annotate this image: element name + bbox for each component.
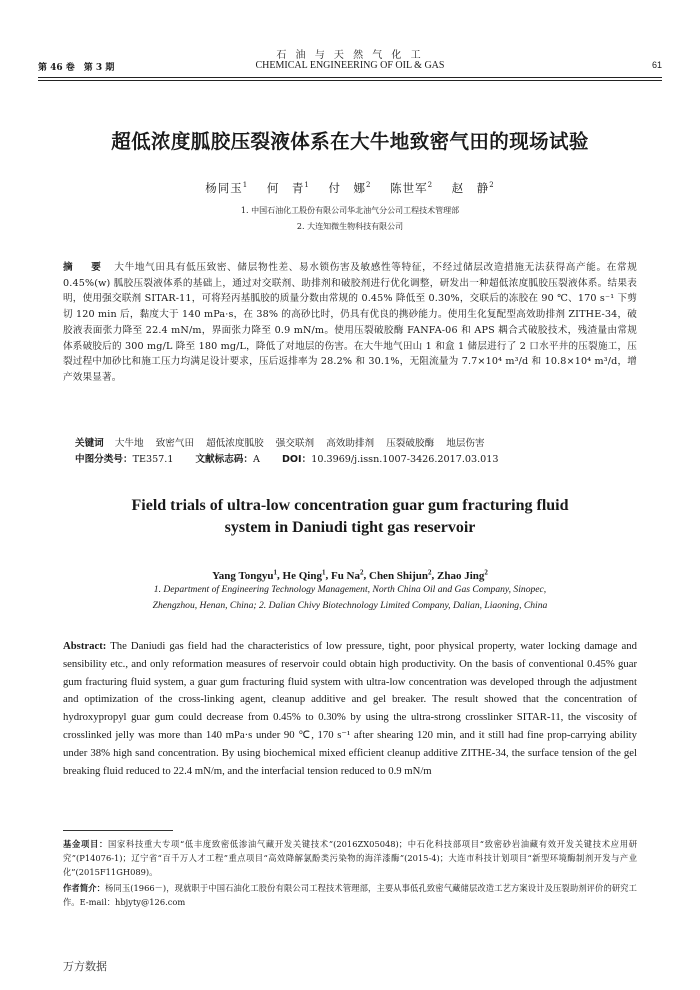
journal-title-cn: 石 油 与 天 然 气 化 工 <box>276 50 424 61</box>
funding-text: 国家科技重大专项“低丰度致密低渗油气藏开发关键技术”(2016ZX05048)；中石化科技部项目“致密砂岩油藏有效开发关键技术应用研究”(P14076-1)；辽宁省“百千万人才工程”重点项目“高效降解氯酚类污染物的海洋漆酶”(2015-4)；大连市科技计划项目“新型环境酶制剂开发与产业化”(2015F11GH089)。 <box>63 839 637 877</box>
author-en: Chen Shijun$^2$ <box>369 568 432 582</box>
doi-label: DOI： <box>281 454 312 465</box>
keyword: 超低浓度胍胶 <box>206 438 264 449</box>
keyword: 压裂破胶酶 <box>386 438 435 449</box>
funding-footnote <box>63 837 637 879</box>
author-cn: 何 青$^1$ <box>266 181 310 195</box>
author-cn: 陈世军$^2$ <box>390 181 434 195</box>
clc-code: TE357.1 <box>132 454 174 465</box>
keywords-cn <box>75 435 637 449</box>
author-en: Zhao Jing$^2$ <box>437 568 488 582</box>
author-bio-text: 杨同玉(1966－)，现就职于中国石油化工股份有限公司工程技术管理部，主要从事低孔致密气藏储层改造工艺方案设计及压裂助剂评价的研究工作。E-mail：hbjyty@126.com <box>63 883 637 907</box>
running-header <box>38 60 662 76</box>
page-number: 61 <box>651 60 662 70</box>
author-cn: 杨同玉$^1$ <box>205 181 249 195</box>
volume-issue: 第 46 卷 第 3 期 <box>38 63 115 73</box>
keyword: 大牛地 <box>114 438 144 449</box>
keyword: 高效助排剂 <box>326 438 375 449</box>
keyword: 地层伤害 <box>446 438 485 449</box>
keyword: 强交联剂 <box>275 438 315 449</box>
author-en: Fu Na$^2$ <box>330 568 364 582</box>
article-title-cn: 超低浓度胍胶压裂液体系在大牛地致密气田的现场试验 <box>111 130 589 153</box>
author-en: Yang Tongyu$^1$ <box>212 568 278 582</box>
abstract-cn-text: 大牛地气田具有低压致密、储层物性差、易水锁伤害及敏感性等特征，不经过储层改造措施无法获得高产能。在常规 0.45%(w) 胍胶压裂液体系的基础上，通过对交联剂、助排剂和破胶剂进行优化调整，研发出一种超低浓度胍胶压裂液体系。结果表明，使用强交联剂 SITAR-11，可将羟丙基胍胶的质量分数由常规的 0.45% 降低至 0.30%，交联后的冻胶在 90 ℃、170 s⁻¹ 下剪切 120 min 后，黏度大于 140 mPa·s，在 38% 的高砂比时，仍具有优良的携砂能力。使用生化复配型高效助排剂 ZITHE-34，破胶液表面张力降至 22.4 mN/m，界面张力降至 0.9 mN/m。使用压裂破胶酶 FANFA-06 和 APS 耦合式破胶技术，残渣量由常规体系破胶后的 300 mg/L 降至 180 mg/L，降低了对地层的伤害。在大牛地气田山 1 和盒 1 储层进行了 2 口水平井的压裂施工，压裂过程中加砂比和施工压力均满足设计要求，压后返排率为 28.2% 和 30.1%，无阻流量为 7.7×10⁴ m³/d 和 10.8×10⁴ m³/d，增产效果显著。 <box>63 262 637 383</box>
affiliation-cn-2: 2. 大连知微生物科技有限公司 <box>296 222 404 231</box>
author-cn: 付 娜$^2$ <box>328 181 372 195</box>
author-list-en: Yang Tongyu$^1$, He Qing$^1$, Fu Na$^2$, Chen Shijun$^2$, Zhao Jing$^2$ <box>212 568 488 582</box>
author-en: He Qing$^1$ <box>282 568 326 582</box>
article-title-en-line1: Field trials of ultra-low concentration guar gum fracturing fluid <box>131 497 569 514</box>
clc-label: 中图分类号： <box>75 454 133 465</box>
affiliation-en-1: 1. Department of Engineering Technology Management, North China Oil and Gas Company, Sinopec, <box>153 584 547 595</box>
affiliation-cn-1: 1. 中国石油化工股份有限公司华北油气分公司工程技术管理部 <box>240 206 460 215</box>
author-bio-label: 作者简介： <box>63 883 106 893</box>
footnote-rule <box>63 830 173 831</box>
abstract-en-text: The Daniudi gas field had the characteristics of low pressure, tight, poor physical property, water locking damage and sensibility etc., and only reformation measures of reservoir could obtain high productivity. On the basis of conventional 0.45% guar gum fracturing fluid system, a guar gum fracturing fluid system with ultra-low concentration was developed through the adjustment and optimization of the cross-linking agent, cleanup additive and gel breaker. The result showed that the concentration of hydroxypropyl guar gum could decrease from 0.45% to 0.30% by using the ultra-strong crosslinker SITAR-11, the viscosity of crosslinked jelly was more than 140 mPa·s under 90 ℃, 170 s⁻¹ after shearing 120 min, and it still had fine prop-carrying ability under 38% high sand concentration. By using biochemical mixed efficient cleanup additive ZITHE-34, the surface tension of the gel breaking fluid reduced to 22.4 mN/m, and the interfacial tension reduced to 0.9 mN/m <box>63 640 637 777</box>
author-list-cn <box>0 180 700 196</box>
header-rule-thick <box>38 77 662 78</box>
funding-label: 基金项目： <box>63 839 108 849</box>
doc-code-label: 文献标志码： <box>195 454 253 465</box>
abstract-en <box>63 638 637 780</box>
doc-code: A <box>253 454 260 465</box>
classification-line <box>75 451 637 465</box>
affiliation-en-2: Zhengzhou, Henan, China; 2. Dalian Chivy Biotechnology Limited Company, Dalian, Liaoning, China <box>152 600 548 611</box>
article-title-en-line2: system in Daniudi tight gas reservoir <box>224 519 476 536</box>
keyword: 致密气田 <box>155 438 195 449</box>
journal-title-en: CHEMICAL ENGINEERING OF OIL & GAS <box>255 60 445 71</box>
author-cn: 赵 静$^2$ <box>451 181 495 195</box>
keywords-cn-label: 关键词 <box>75 438 104 449</box>
doi-value: 10.3969/j.issn.1007-3426.2017.03.013 <box>311 454 499 465</box>
source-watermark: 万方数据 <box>63 960 107 973</box>
abstract-cn <box>63 260 637 386</box>
abstract-en-label: Abstract: <box>63 640 107 652</box>
header-rule-thin <box>38 80 662 81</box>
author-bio-footnote <box>63 881 637 909</box>
abstract-cn-label: 摘 要 <box>63 262 106 273</box>
